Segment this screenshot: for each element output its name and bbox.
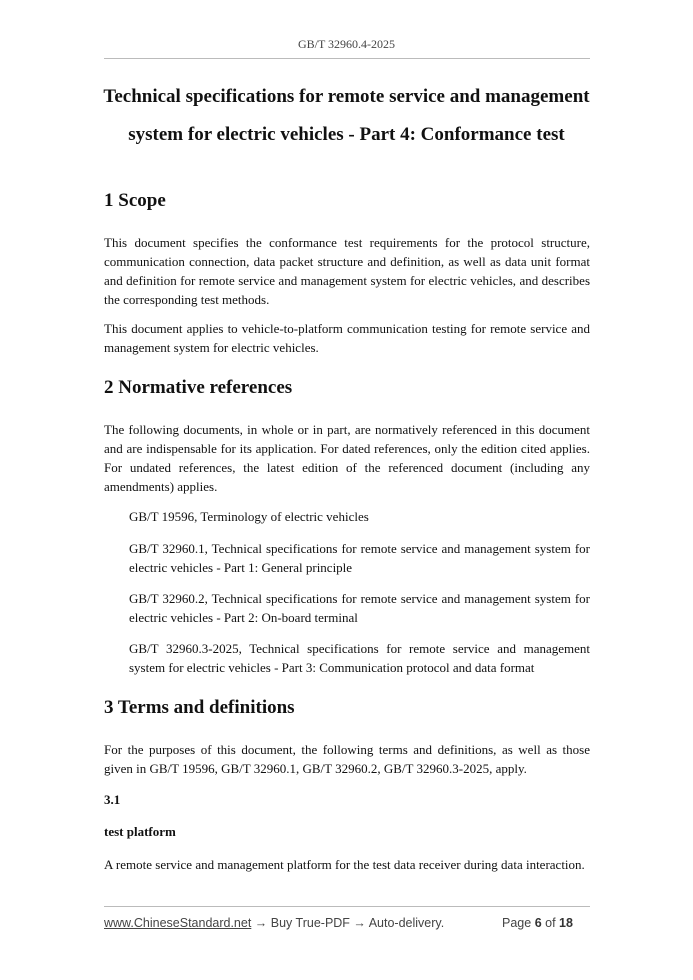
term-name: test platform — [104, 824, 176, 839]
site-link[interactable]: www.ChineseStandard.net — [104, 916, 252, 930]
page-of: of — [545, 916, 556, 930]
terms-intro: For the purposes of this document, the following terms and definitions, as well as those given in GB/T 19596, GB/T 32960.1, GB/T 32960.2, GB/T 32960.3-2025, apply. — [104, 742, 590, 776]
title-line-1: Technical specifications for remote service and management — [103, 86, 590, 107]
title-line-2: system for electric vehicles - Part 4: Conformance test — [128, 124, 565, 145]
reference-item: GB/T 32960.1, Technical specifications for remote service and management system for electric vehicles - Part 1: General principle — [129, 541, 590, 575]
page-indicator — [502, 916, 573, 930]
document-number-header: GB/T 32960.4-2025 — [297, 37, 396, 51]
page-label: Page — [502, 916, 532, 930]
reference-item: GB/T 19596, Terminology of electric vehicles — [129, 509, 369, 524]
reference-item: GB/T 32960.2, Technical specifications for remote service and management system for electric vehicles - Part 2: On-board terminal — [129, 591, 590, 625]
scope-paragraph-2: This document applies to vehicle-to-platform communication testing for remote service and management system for electric vehicles. — [104, 321, 590, 355]
normative-references-intro: The following documents, in whole or in part, are normatively referenced in this document and are indispensable for its application. For dated references, only the edition cited applies. For undated references, the latest edition of the referenced document (including any amendments) applies. — [104, 422, 590, 494]
section-heading-normative-references: 2 Normative references — [104, 377, 293, 398]
promo-text: → Buy True-PDF → Auto-delivery. — [251, 916, 445, 930]
footer-divider — [104, 906, 590, 907]
footer-promo — [104, 916, 444, 930]
page-current: 6 — [534, 916, 542, 930]
scope-paragraph-1: This document specifies the conformance test requirements for the protocol structure, communication connection, data packet structure and definition, as well as data unit format and definition for remote service and management system for electric vehicles, and describes the corresponding test methods. — [104, 235, 590, 307]
term-number: 3.1 — [104, 792, 121, 807]
section-heading-terms-definitions: 3 Terms and definitions — [104, 697, 295, 718]
term-definition: A remote service and management platform for the test data receiver during data interaction. — [104, 857, 585, 872]
section-heading-scope: 1 Scope — [104, 190, 166, 211]
page-total: 18 — [559, 916, 573, 930]
document-title — [80, 78, 613, 154]
header-divider — [104, 58, 590, 59]
reference-item: GB/T 32960.3-2025, Technical specifications for remote service and management system for electric vehicles - Part 3: Communication protocol and data format — [129, 641, 590, 675]
